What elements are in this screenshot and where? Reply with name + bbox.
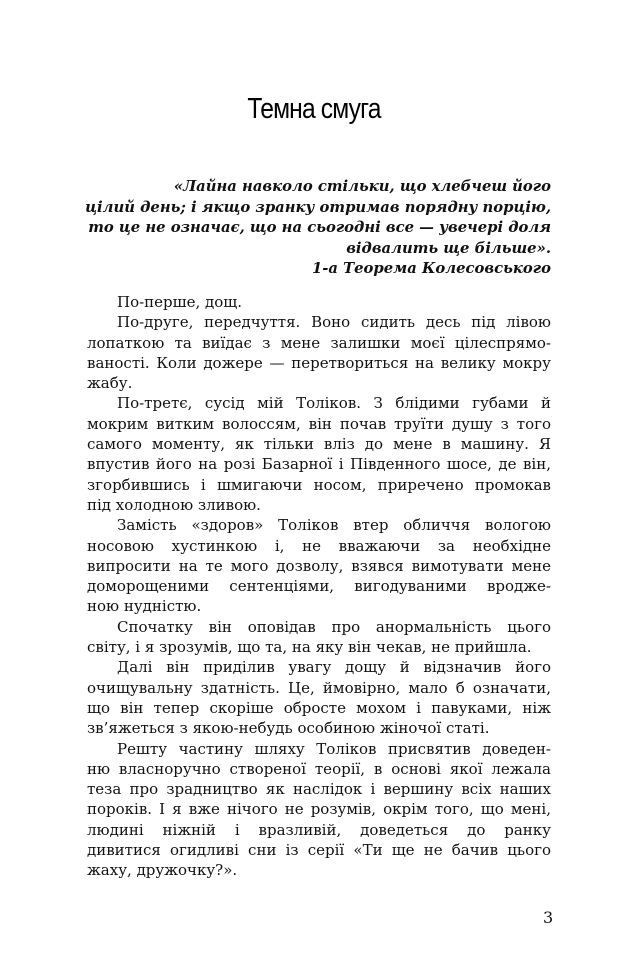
paragraph <box>87 292 551 312</box>
epigraph-line: «Лайна навколо стільки, що хлебчеш його <box>173 178 551 195</box>
text-line: світу, і я зрозумів, що та, на яку він чекав, не прийшла. <box>87 638 532 657</box>
text-line: людині ніжній і вразливій, доведеться до ранку <box>87 820 551 839</box>
text-line: згорбившись і шмигаючи носом, приречено промокав <box>87 475 551 494</box>
paragraph <box>87 515 551 616</box>
epigraph-source: 1-а Теорема Колесовського <box>311 260 551 277</box>
page-number: 3 <box>543 908 554 927</box>
text-line: жаху, дружочку?». <box>87 861 238 880</box>
epigraph-line: то це не означає, що на сьогодні все — увечері доля <box>88 219 551 236</box>
epigraph-line: відвалить ще більше». <box>346 239 551 257</box>
text-line: очищувальну здатність. Це, ймовірно, мало б означати, <box>87 678 551 697</box>
paragraph <box>87 312 551 393</box>
text-line: мокрим витким волоссям, він почав труїти душу з того <box>87 414 551 433</box>
paragraph <box>87 617 551 658</box>
paragraph <box>87 657 551 738</box>
text-line: випросити на те мого дозволу, взявся вимотувати мене <box>87 556 551 575</box>
paragraph <box>87 393 551 515</box>
text-line: По-перше, дощ. <box>117 293 242 311</box>
text-line: лопаткою та виїдає з мене залишки моєї цілеспрямо- <box>87 333 551 352</box>
text-line: під холодною зливою. <box>87 495 261 514</box>
text-line: По-третє, сусід мій Толіков. З блідими губами й <box>117 394 551 413</box>
text-line: пороків. І я вже нічого не розумів, окрім того, що мені, <box>87 800 551 819</box>
text-line: Спочатку він оповідав про анормальність цього <box>117 617 551 636</box>
text-line: ню власноручно створеної теорії, в основі якої лежала <box>87 759 551 778</box>
text-line: теза про зрадництво як наслідок і вершину всіх наших <box>87 780 551 799</box>
text-line: Замість «здоров» Толіков втер обличчя вологою <box>117 516 551 535</box>
text-line: По-друге, передчуття. Воно сидить десь під лівою <box>117 313 551 332</box>
epigraph <box>80 177 551 280</box>
chapter-title: Темна смуга <box>247 93 381 125</box>
text-line: Решту частину шляху Толіков присвятив доведен- <box>117 739 551 758</box>
text-line: що він тепер скоріше обросте мохом і павуками, ніж <box>87 698 551 717</box>
text-line: дивитися огидливі сни із серії «Ти ще не бачив цього <box>87 841 551 860</box>
text-line: ваності. Коли дожере — перетвориться на велику мокру <box>87 353 551 372</box>
text-line: жабу. <box>87 374 133 393</box>
text-line: Далі він приділив увагу дощу й відзначив його <box>117 658 551 677</box>
text-line: самого моменту, як тільки вліз до мене в машину. Я <box>87 435 551 454</box>
epigraph-line: цілий день; і якщо зранку отримав порядну порцію, <box>85 198 551 216</box>
text-line: ною нудністю. <box>87 597 202 616</box>
text-line: впустив його на розі Базарної і Південного шосе, де він, <box>87 455 551 474</box>
text-line: носовою хустинкою і, не вважаючи за необхідне <box>87 536 551 555</box>
text-line: доморощеними сентенціями, вигодуваними вродже- <box>87 577 551 596</box>
body-text <box>87 292 551 881</box>
paragraph <box>87 739 551 881</box>
text-line: зв’яжеться з якою-небудь особиною жіночої статі. <box>87 719 490 738</box>
